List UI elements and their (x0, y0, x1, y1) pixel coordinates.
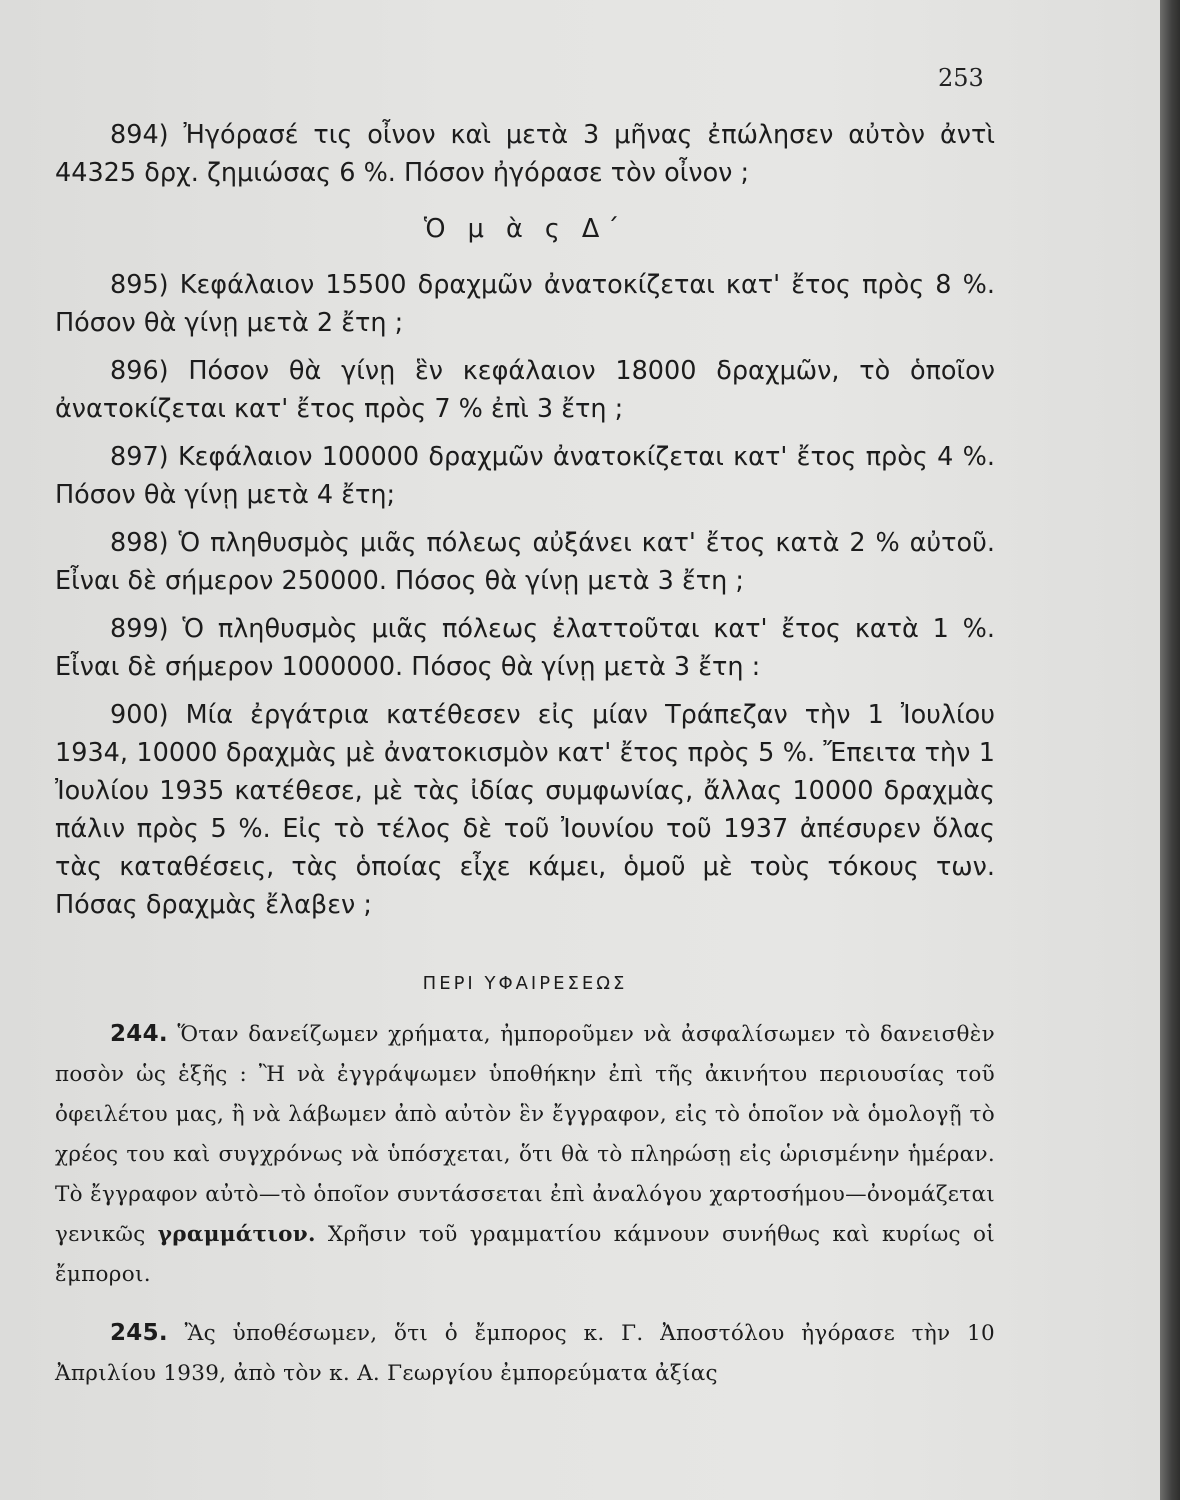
problem-899: 899) Ὁ πληθυσμὸς μιᾶς πόλεως ἐλαττοῦται κατ' ἔτος κατὰ 1 %. Εἶναι δὲ σήμερον 1000000. Πόσος θὰ γίνῃ μετὰ 3 ἔτη : (55, 614, 995, 682)
paragraph-245-text: Ἂς ὑποθέσωμεν, ὅτι ὁ ἔμπορος κ. Γ. Ἀποστόλου ἠγόρασε τὴν 10 Ἀπριλίου 1939, ἀπὸ τὸν κ. Α. Γεωργίου ἐμπορεύματα ἀξίας (55, 1321, 996, 1386)
problem-897: 897) Κεφάλαιον 100000 δραχμῶν ἀνατοκίζεται κατ' ἔτος πρὸς 4 %. Πόσον θὰ γίνῃ μετὰ 4 ἔτη; (55, 442, 995, 510)
page-number: 253 (938, 64, 984, 92)
paragraph-245-number: 245. (110, 1320, 168, 1346)
problems-group-c-end (55, 116, 995, 192)
problem-896: 896) Πόσον θὰ γίνῃ ἓν κεφάλαιον 18000 δραχμῶν, τὸ ὁποῖον ἀνατοκίζεται κατ' ἔτος πρὸς 7 % ἐπὶ 3 ἔτη ; (55, 356, 995, 424)
problems-group-d (55, 266, 995, 924)
paragraph-244-text-a: Ὅταν δανείζωμεν χρήματα, ἠμποροῦμεν νὰ ἀσφαλίσωμεν τὸ δανεισθὲν ποσὸν ὡς ἑξῆς : Ἢ νὰ ἐγγράψωμεν ὑποθήκην ἐπὶ τῆς ἀκινήτου περιουσίας τοῦ ὀφειλέτου μας, ἢ νὰ λάβωμεν ἀπὸ αὐτὸν ἓν ἔγγραφον, εἰς τὸ ὁποῖον νὰ ὁμολογῇ τὸ χρέος του καὶ συγχρόνως νὰ ὑπόσχεται, ὅτι θὰ τὸ πληρώσῃ εἰς ὡρισμένην ἡμέραν. Τὸ ἔγγραφον αὐτὸ—τὸ ὁποῖον συντάσσεται ἐπὶ ἀναλόγου χαρτοσήμου—ὀνομάζεται γενικῶς (55, 1022, 996, 1247)
paragraph-245 (55, 1313, 995, 1394)
book-binding-edge (1160, 0, 1180, 1500)
paragraph-244-text-b: Χρῆσιν τοῦ γραμματίου κάμνουν συνήθως καὶ κυρίως οἱ ἔμποροι. (55, 1222, 996, 1287)
paragraph-244 (55, 1014, 995, 1295)
problem-898: 898) Ὁ πληθυσμὸς μιᾶς πόλεως αὐξάνει κατ' ἔτος κατὰ 2 % αὐτοῦ. Εἶναι δὲ σήμερον 250000. Πόσος θὰ γίνῃ μετὰ 3 ἔτη ; (55, 528, 995, 596)
problem-900: 900) Μία ἐργάτρια κατέθεσεν εἰς μίαν Τράπεζαν τὴν 1 Ἰουλίου 1934, 10000 δραχμὰς μὲ ἀνατοκισμὸν κατ' ἔτος πρὸς 5 %. Ἔπειτα τὴν 1 Ἰουλίου 1935 κατέθεσε, μὲ τὰς ἰδίας συμφωνίας, ἄλλας 10000 δραχμὰς πάλιν πρὸς 5 %. Εἰς τὸ τέλος δὲ τοῦ Ἰουνίου τοῦ 1937 ἀπέσυρεν ὅλας τὰς καταθέσεις, τὰς ὁποίας εἶχε κάμει, ὁμοῦ μὲ τοὺς τόκους των. Πόσας δραχμὰς ἔλαβεν ; (55, 700, 995, 920)
page-body (55, 116, 995, 1412)
problem-895: 895) Κεφάλαιον 15500 δραχμῶν ἀνατοκίζεται κατ' ἔτος πρὸς 8 %. Πόσον θὰ γίνῃ μετὰ 2 ἔτη ; (55, 270, 995, 338)
section-heading: ΠΕΡΙ ΥΦΑΙΡΕΣΕΩΣ (422, 973, 628, 994)
section-body (55, 1014, 995, 1394)
paragraph-244-term: γραμμάτιον. (157, 1222, 316, 1247)
paragraph-244-number: 244. (110, 1021, 168, 1047)
problem-894: 894) Ἠγόρασέ τις οἶνον καὶ μετὰ 3 μῆνας ἐπώλησεν αὐτὸν ἀντὶ 44325 δρχ. ζημιώσας 6 %. Πόσον ἠγόρασε τὸν οἶνον ; (55, 120, 995, 188)
group-heading: Ὁ μ ὰ ς Δ΄ (423, 214, 627, 244)
